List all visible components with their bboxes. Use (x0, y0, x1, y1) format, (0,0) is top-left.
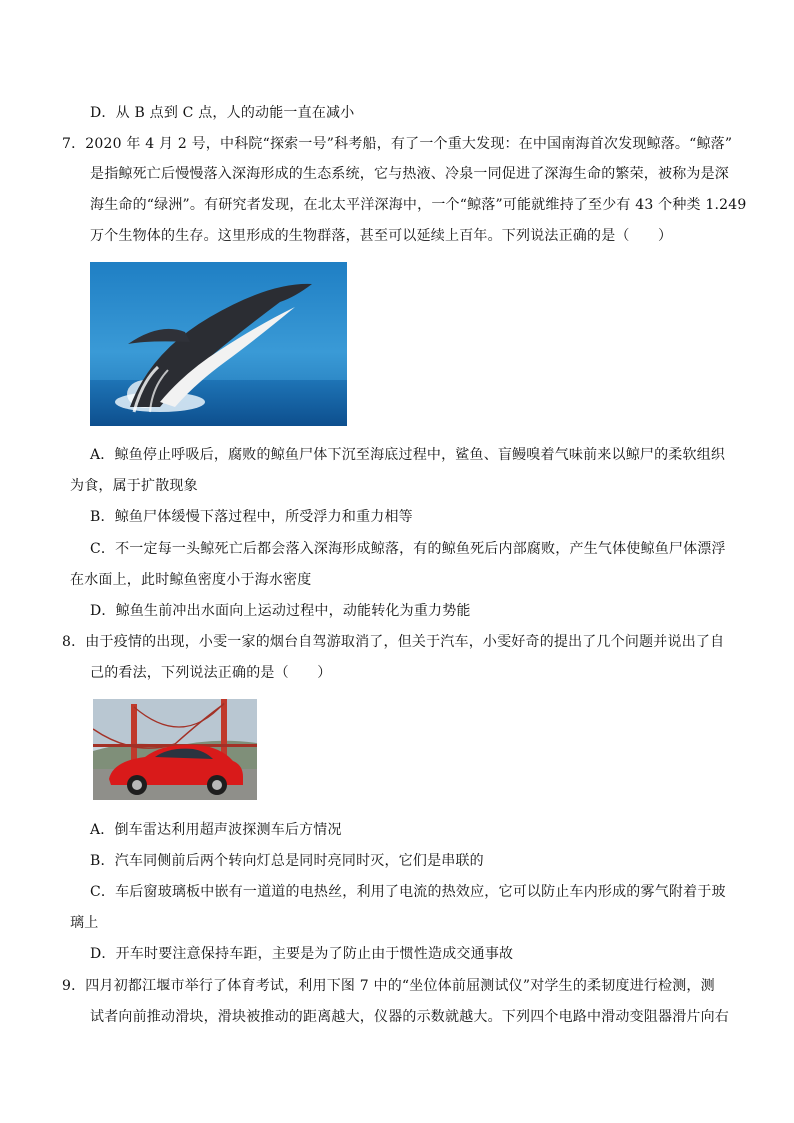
q7-stem-line-3: 海生命的“绿洲”。有研究者发现，在北太平洋深海中，一个“鲸落”可能就维持了至少有 43 个种类 1.249 (90, 197, 747, 213)
whale-image (90, 262, 347, 426)
q8-option-c-line-1: C．车后窗玻璃板中嵌有一道道的电热丝，利用了电流的热效应，它可以防止车内形成的雾气附着于玻 (90, 884, 726, 900)
car-bridge-image (93, 699, 257, 800)
q6-option-d: D．从 B 点到 C 点，人的动能一直在减小 (90, 105, 355, 121)
q8-stem-line-2: 己的看法，下列说法正确的是（ ） (90, 665, 332, 681)
q8-stem-line-1: 8．由于疫情的出现，小雯一家的烟台自驾游取消了，但关于汽车，小雯好奇的提出了几个问题并说出了自 (62, 634, 725, 650)
q7-option-c-line-2: 在水面上，此时鲸鱼密度小于海水密度 (70, 572, 312, 588)
q7-stem-line-1: 7．2020 年 4 月 2 号，中科院“探索一号”科考船，有了一个重大发现：在中国南海首次发现鲸落。“鲸落” (62, 136, 733, 152)
q7-stem-line-2: 是指鲸死亡后慢慢落入深海形成的生态系统，它与热液、冷泉一同促进了深海生命的繁荣，被称为是深 (90, 166, 729, 182)
q9-stem-line-1: 9．四月初都江堰市举行了体育考试，利用下图 7 中的“坐位体前屈测试仪”对学生的柔韧度进行检测，测 (62, 978, 715, 994)
q7-option-a-line-2: 为食，属于扩散现象 (70, 478, 198, 494)
q8-option-d: D．开车时要注意保持车距，主要是为了防止由于惯性造成交通事故 (90, 946, 514, 962)
q7-option-d: D．鲸鱼生前冲出水面向上运动过程中，动能转化为重力势能 (90, 603, 471, 619)
q7-option-c-line-1: C．不一定每一头鲸死亡后都会落入深海形成鲸落，有的鲸鱼死后内部腐败，产生气体使鲸鱼尸体漂浮 (90, 541, 726, 557)
q9-stem-line-2: 试者向前推动滑块，滑块被推动的距离越大，仪器的示数就越大。下列四个电路中滑动变阻器滑片向右 (90, 1009, 729, 1025)
q7-option-a-line-1: A．鲸鱼停止呼吸后，腐败的鲸鱼尸体下沉至海底过程中，鲨鱼、盲鳗嗅着气味前来以鲸尸的柔软组织 (90, 447, 726, 463)
q7-stem-line-4: 万个生物体的生存。这里形成的生物群落，甚至可以延续上百年。下列说法正确的是（ ） (90, 228, 673, 244)
q7-option-b: B．鲸鱼尸体缓慢下落过程中，所受浮力和重力相等 (90, 509, 413, 525)
q8-option-c-line-2: 璃上 (70, 915, 99, 931)
q8-option-a: A．倒车雷达利用超声波探测车后方情况 (90, 822, 342, 838)
q8-option-b: B．汽车同侧前后两个转向灯总是同时亮同时灭，它们是串联的 (90, 853, 484, 869)
